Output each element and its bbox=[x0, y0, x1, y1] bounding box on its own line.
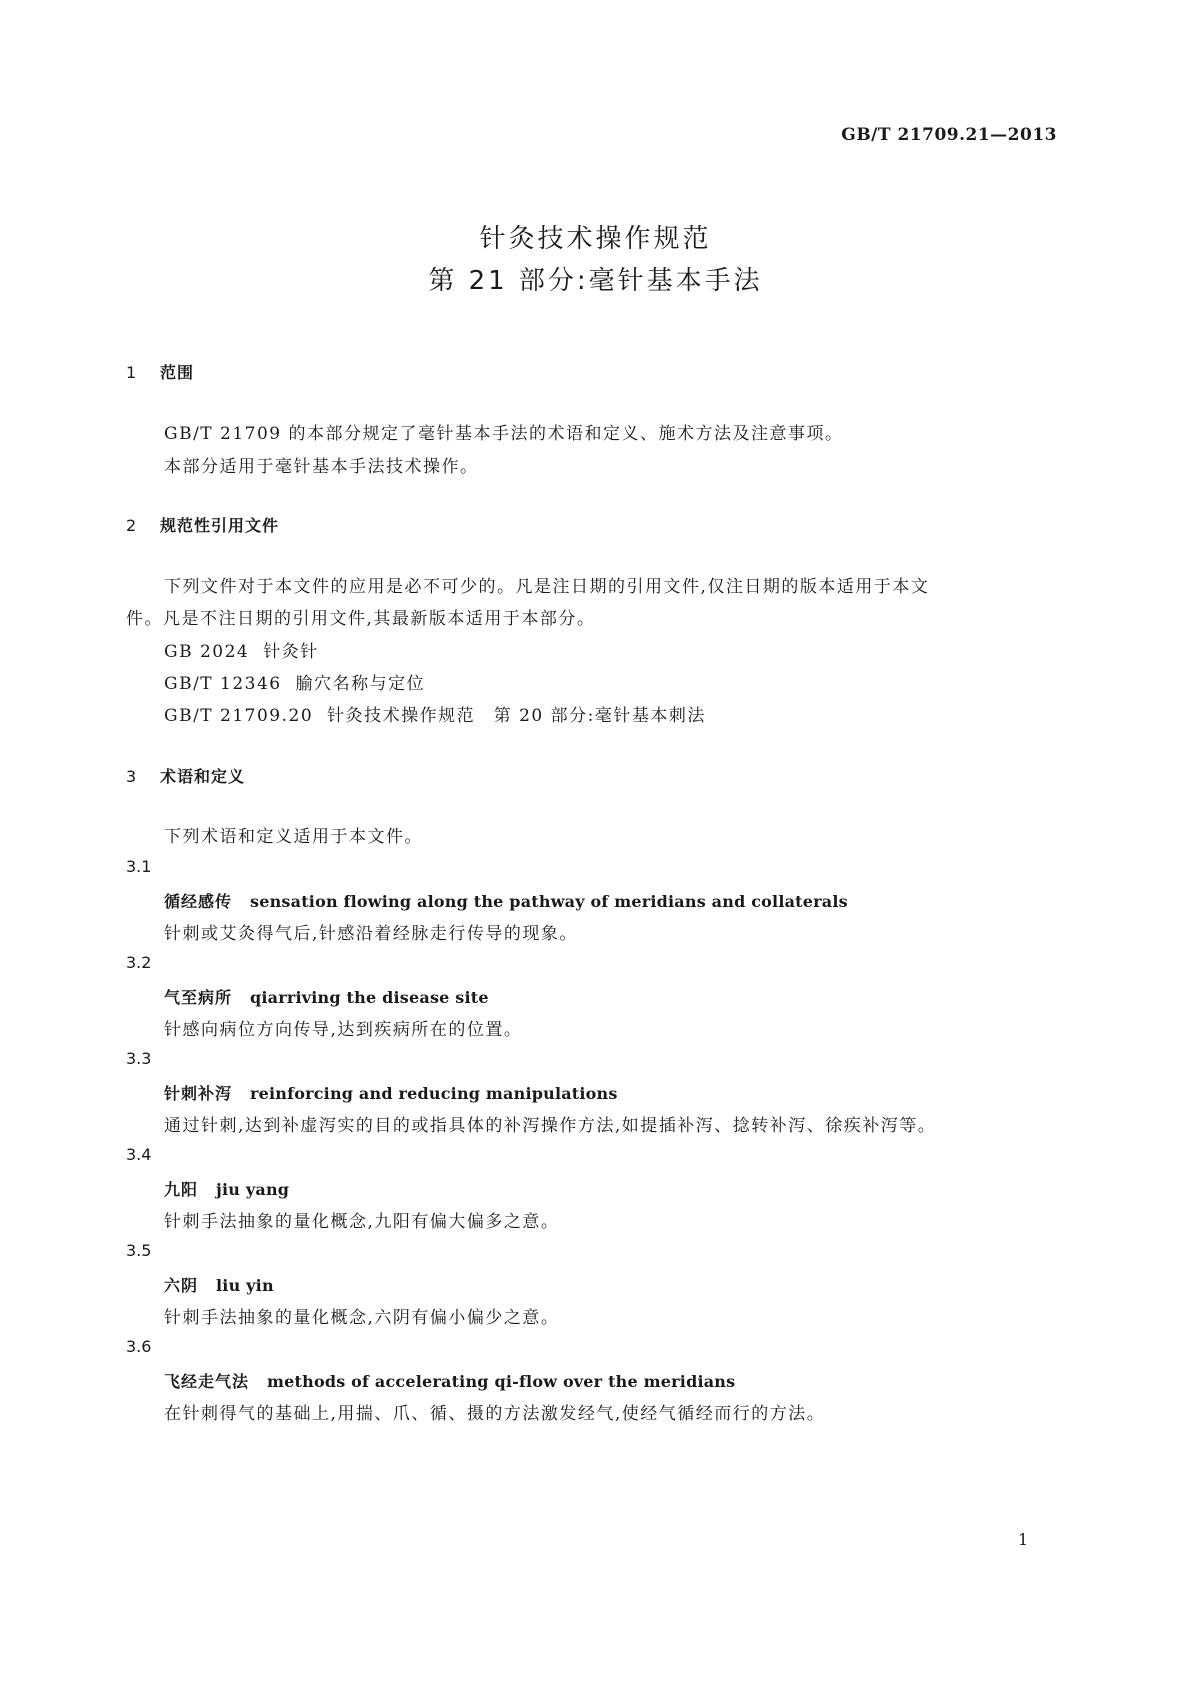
term-english: qiarriving the disease site bbox=[250, 988, 489, 1007]
reference-code: GB 2024 bbox=[164, 642, 250, 662]
section-number: 2 bbox=[126, 516, 138, 535]
term-definition: 针刺手法抽象的量化概念,九阳有偏大偏多之意。 bbox=[164, 1212, 560, 1232]
term-english: methods of accelerating qi-flow over the meridians bbox=[267, 1372, 736, 1391]
section-heading-scope bbox=[126, 360, 194, 383]
reference-title: 针灸针 bbox=[263, 642, 319, 662]
section-title: 范围 bbox=[160, 363, 195, 382]
clause-number: 3.2 bbox=[126, 953, 152, 972]
document-subtitle: 第 21 部分:毫针基本手法 bbox=[428, 266, 763, 296]
scope-paragraph: 本部分适用于毫针基本手法技术操作。 bbox=[164, 457, 479, 477]
reference-item bbox=[164, 701, 706, 726]
term-definition: 在针刺得气的基础上,用揣、爪、循、摄的方法激发经气,使经气循经而行的方法。 bbox=[164, 1404, 826, 1424]
term-entry bbox=[164, 889, 848, 912]
terms-intro: 下列术语和定义适用于本文件。 bbox=[164, 827, 423, 847]
clause-number: 3.6 bbox=[126, 1337, 152, 1356]
section-title: 规范性引用文件 bbox=[160, 516, 280, 535]
section-heading-normative-refs bbox=[126, 513, 279, 536]
reference-code: GB/T 21709.20 bbox=[164, 706, 314, 726]
refs-intro-line: 件。凡是不注日期的引用文件,其最新版本适用于本部分。 bbox=[126, 609, 596, 629]
clause-number: 3.1 bbox=[126, 857, 152, 876]
term-entry bbox=[164, 1369, 735, 1392]
term-entry bbox=[164, 985, 489, 1008]
standard-code: GB/T 21709.21—2013 bbox=[841, 125, 1057, 145]
term-entry bbox=[164, 1081, 618, 1104]
page-number: 1 bbox=[1018, 1530, 1029, 1549]
section-number: 3 bbox=[126, 767, 138, 786]
term-definition: 针刺手法抽象的量化概念,六阴有偏小偏少之意。 bbox=[164, 1308, 560, 1328]
section-heading-terms bbox=[126, 764, 245, 787]
term-definition: 针感向病位方向传导,达到疾病所在的位置。 bbox=[164, 1020, 523, 1040]
term-chinese: 循经感传 bbox=[164, 892, 233, 911]
refs-intro-line: 下列文件对于本文件的应用是必不可少的。凡是注日期的引用文件,仅注日期的版本适用于本文 bbox=[164, 577, 930, 597]
term-entry bbox=[164, 1273, 274, 1296]
section-number: 1 bbox=[126, 363, 138, 382]
reference-code: GB/T 12346 bbox=[164, 674, 282, 694]
clause-number: 3.3 bbox=[126, 1049, 152, 1068]
section-title: 术语和定义 bbox=[160, 767, 246, 786]
term-definition: 针刺或艾灸得气后,针感沿着经脉走行传导的现象。 bbox=[164, 924, 578, 944]
scope-paragraph: GB/T 21709 的本部分规定了毫针基本手法的术语和定义、施术方法及注意事项。 bbox=[164, 424, 844, 444]
term-chinese: 气至病所 bbox=[164, 988, 233, 1007]
term-chinese: 飞经走气法 bbox=[164, 1372, 250, 1391]
term-english: jiu yang bbox=[216, 1180, 290, 1199]
clause-number: 3.5 bbox=[126, 1241, 152, 1260]
reference-title: 针灸技术操作规范 第 20 部分:毫针基本刺法 bbox=[327, 706, 706, 726]
term-chinese: 九阳 bbox=[164, 1180, 199, 1199]
reference-item bbox=[164, 669, 425, 694]
term-english: liu yin bbox=[216, 1276, 274, 1295]
term-english: sensation flowing along the pathway of meridians and collaterals bbox=[250, 892, 848, 911]
document-title: 针灸技术操作规范 bbox=[479, 224, 712, 254]
term-english: reinforcing and reducing manipulations bbox=[250, 1084, 618, 1103]
reference-title: 腧穴名称与定位 bbox=[295, 674, 426, 694]
term-definition: 通过针刺,达到补虚泻实的目的或指具体的补泻操作方法,如提插补泻、捻转补泻、徐疾补泻等。 bbox=[164, 1116, 937, 1136]
term-chinese: 六阴 bbox=[164, 1276, 199, 1295]
clause-number: 3.4 bbox=[126, 1145, 152, 1164]
term-entry bbox=[164, 1177, 289, 1200]
reference-item bbox=[164, 637, 319, 662]
term-chinese: 针刺补泻 bbox=[164, 1084, 233, 1103]
